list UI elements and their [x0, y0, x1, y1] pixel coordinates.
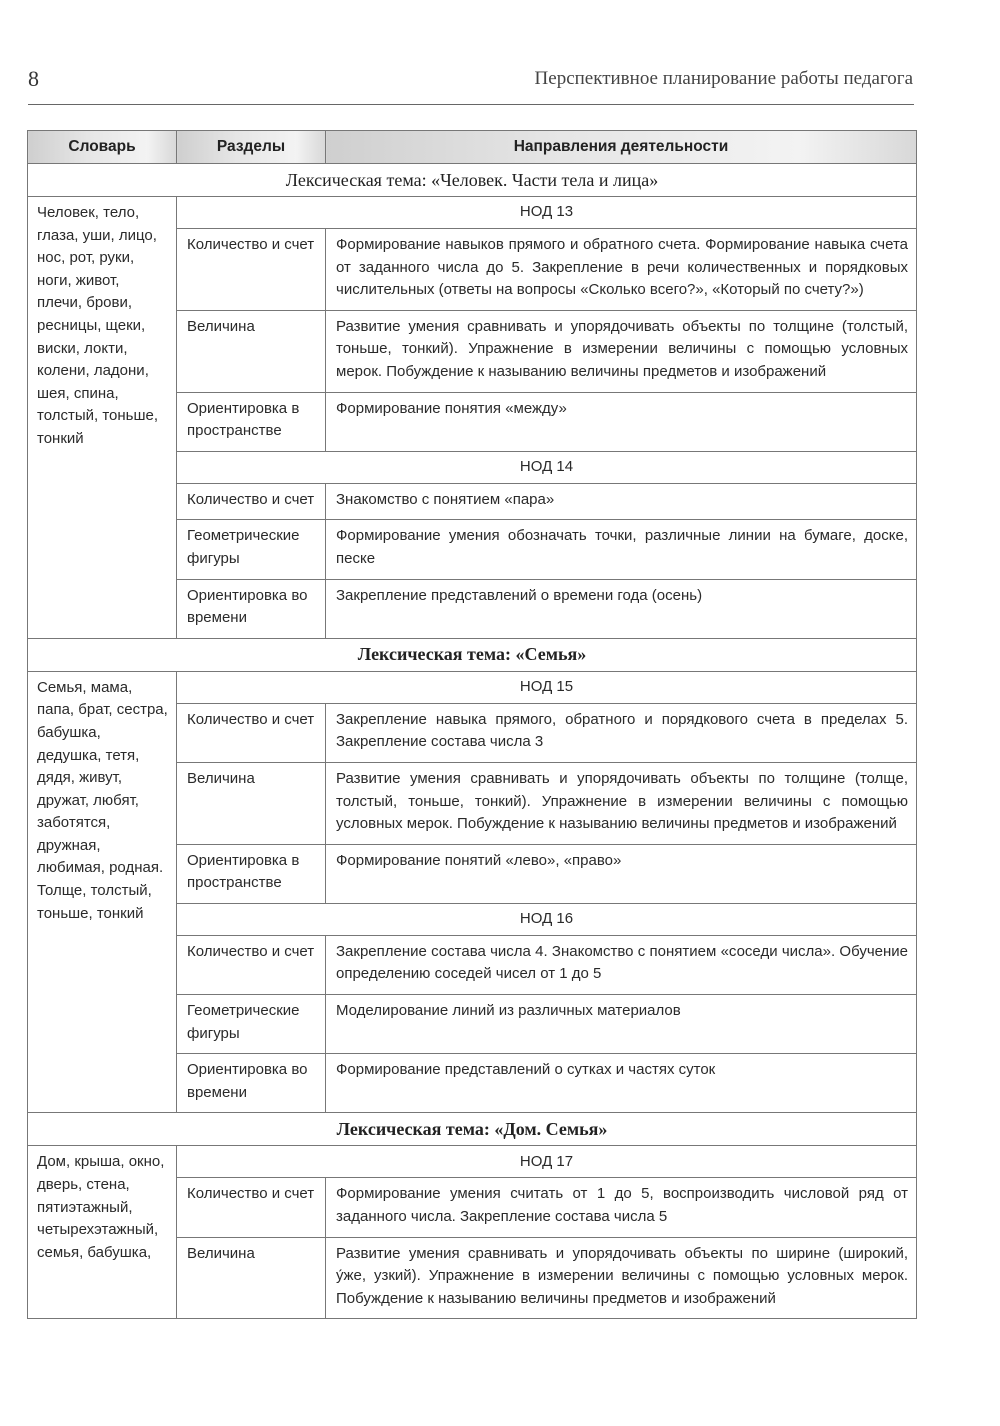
section-cell: Количество и счет	[177, 935, 326, 994]
description-cell: Формирование навыков прямого и обратного счета. Формирование навыка счета от заданного числа до 5. Закрепление в речи количественных и порядковых числительных (ответы на вопросы «Сколько всего?», «Который по счету?»)	[326, 229, 917, 311]
description-cell: Знакомство с понятием «пара»	[326, 483, 917, 520]
section-cell: Ориентировка в пространстве	[177, 844, 326, 903]
header-activities: Направления деятельности	[326, 131, 917, 164]
vocabulary-cell: Дом, крыша, окно, дверь, стена, пятиэтажный, четырехэтажный, семья, бабушка,	[28, 1146, 177, 1319]
vocabulary-cell: Семья, мама, папа, брат, сестра, бабушка, дедушка, тетя, дядя, живут, дружат, любят, заботятся, дружная, любимая, родная. Толще, толстый, тоньше, тонкий	[28, 671, 177, 1113]
nod-title: НОД 17	[177, 1146, 917, 1178]
nod-title: НОД 14	[177, 451, 917, 483]
section-cell: Количество и счет	[177, 1178, 326, 1237]
section-cell: Величина	[177, 310, 326, 392]
page-number: 8	[28, 66, 39, 91]
header-rule	[28, 104, 914, 105]
description-cell: Развитие умения сравнивать и упорядочивать объекты по толщине (толще, толстый, тоньше, тонкий). Упражнение в измерении величины с помощью условных мерок. Побуждение к называнию величины предметов и изображений	[326, 762, 917, 844]
theme-row	[28, 1113, 917, 1146]
description-cell: Развитие умения сравнивать и упорядочивать объекты по ширине (широкий, у́же, узкий). Упражнение в измерении величины с помощью условных мерок. Побуждение к называнию величины предметов и изображений	[326, 1237, 917, 1319]
description-cell: Формирование понятия «между»	[326, 392, 917, 451]
description-cell: Закрепление состава числа 4. Знакомство с понятием «соседи числа». Обучение определению соседей чисел от 1 до 5	[326, 935, 917, 994]
theme-row	[28, 164, 917, 197]
description-cell: Формирование представлений о сутках и частях суток	[326, 1054, 917, 1113]
section-cell: Количество и счет	[177, 483, 326, 520]
table-header-row	[28, 131, 917, 164]
lexical-theme-title: Лексическая тема: «Дом. Семья»	[28, 1113, 917, 1146]
header-vocabulary: Словарь	[28, 131, 177, 164]
nod-row	[28, 1146, 917, 1178]
section-cell: Ориентировка в пространстве	[177, 392, 326, 451]
section-cell: Количество и счет	[177, 229, 326, 311]
running-head: Перспективное планирование работы педагога	[534, 68, 913, 89]
nod-title: НОД 15	[177, 671, 917, 703]
section-cell: Количество и счет	[177, 703, 326, 762]
description-cell: Моделирование линий из различных материалов	[326, 995, 917, 1054]
section-cell: Геометрические фигуры	[177, 520, 326, 579]
theme-row	[28, 638, 917, 671]
section-cell: Ориентировка во времени	[177, 1054, 326, 1113]
lexical-theme-title: Лексическая тема: «Человек. Части тела и лица»	[28, 164, 917, 197]
nod-row	[28, 671, 917, 703]
description-cell: Закрепление навыка прямого, обратного и порядкового счета в пределах 5. Закрепление состава числа 3	[326, 703, 917, 762]
nod-title: НОД 16	[177, 903, 917, 935]
description-cell: Формирование умения обозначать точки, различные линии на бумаге, доске, песке	[326, 520, 917, 579]
table-body	[28, 164, 917, 1319]
section-cell: Ориентировка во времени	[177, 579, 326, 638]
section-cell: Геометрические фигуры	[177, 995, 326, 1054]
description-cell: Развитие умения сравнивать и упорядочивать объекты по толщине (толстый, тоньше, тонкий). Упражнение в измерении величины с помощью условных мерок. Побуждение к называнию величины предметов и изображений	[326, 310, 917, 392]
header-sections: Разделы	[177, 131, 326, 164]
description-cell: Формирование понятий «лево», «право»	[326, 844, 917, 903]
section-cell: Величина	[177, 762, 326, 844]
nod-row	[28, 197, 917, 229]
planning-table	[27, 130, 917, 1319]
section-cell: Величина	[177, 1237, 326, 1319]
description-cell: Формирование умения считать от 1 до 5, воспроизводить числовой ряд от заданного числа. Закрепление состава числа 5	[326, 1178, 917, 1237]
nod-title: НОД 13	[177, 197, 917, 229]
lexical-theme-title: Лексическая тема: «Семья»	[28, 638, 917, 671]
vocabulary-cell: Человек, тело, глаза, уши, лицо, нос, рот, руки, ноги, живот, плечи, брови, ресницы, щеки, виски, локти, колени, ладони, шея, спина, толстый, тоньше, тонкий	[28, 197, 177, 639]
description-cell: Закрепление представлений о времени года (осень)	[326, 579, 917, 638]
